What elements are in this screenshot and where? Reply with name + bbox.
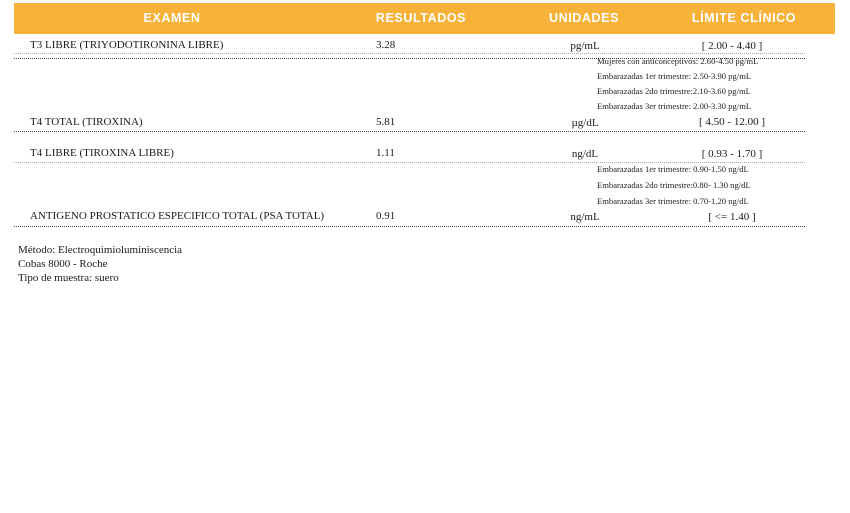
row-resultado: 5.81 [376,116,396,128]
row-examen: T4 TOTAL (TIROXINA) [30,116,143,128]
row-divider [14,53,805,54]
row-divider [14,226,805,227]
clinical-note: Mujeres con anticonceptivos: 2.60-4.50 pg/mL [597,56,759,66]
row-examen: ANTIGENO PROSTATICO ESPECIFICO TOTAL (PSA TOTAL) [30,210,325,222]
row-unidad: ng/dL [571,148,599,160]
clinical-note: Embarazadas 2do trimestre:0.80- 1.30 ng/dL [597,180,751,190]
row-resultado: 0.91 [376,210,396,222]
sample-type-text: Tipo de muestra: suero [18,272,119,284]
clinical-note: Embarazadas 3er trimestre: 0.70-1.20 ng/dL [597,196,749,206]
row-unidad: µg/dL [571,117,599,129]
method-text: Método: Electroquimioluminiscencia [18,244,183,256]
row-unidad: pg/mL [570,40,600,52]
row-resultado: 1.11 [376,147,395,159]
row-examen: T4 LIBRE (TIROXINA LIBRE) [30,147,174,159]
row-unidad: ng/mL [570,211,600,223]
clinical-note: Embarazadas 3er trimestre: 2.00-3.30 pg/mL [597,101,752,111]
row-limite: [ 4.50 - 12.00 ] [699,116,765,128]
clinical-note: Embarazadas 1er trimestre: 0.90-1.50 ng/dL [597,164,749,174]
row-examen: T3 LIBRE (TRIYODOTIRONINA LIBRE) [30,39,224,51]
header-unidades: UNIDADES [548,11,620,25]
table-header [14,3,835,34]
header-limite-clinico: LÍMITE CLÍNICO [691,11,797,25]
row-divider [14,131,805,132]
row-divider [14,162,805,163]
row-resultado: 3.28 [376,39,396,51]
clinical-note: Embarazadas 2do trimestre:2.10-3.60 pg/mL [597,86,751,96]
row-limite: [ 0.93 - 1.70 ] [701,148,763,160]
header-examen: EXAMEN [143,11,201,25]
row-limite: [ 2.00 - 4.40 ] [701,40,763,52]
row-limite: [ <= 1.40 ] [708,211,756,223]
header-resultados: RESULTADOS [375,11,467,25]
equipment-text: Cobas 8000 - Roche [18,258,108,270]
clinical-note: Embarazadas 1er trimestre: 2.50-3.90 pg/mL [597,71,752,81]
